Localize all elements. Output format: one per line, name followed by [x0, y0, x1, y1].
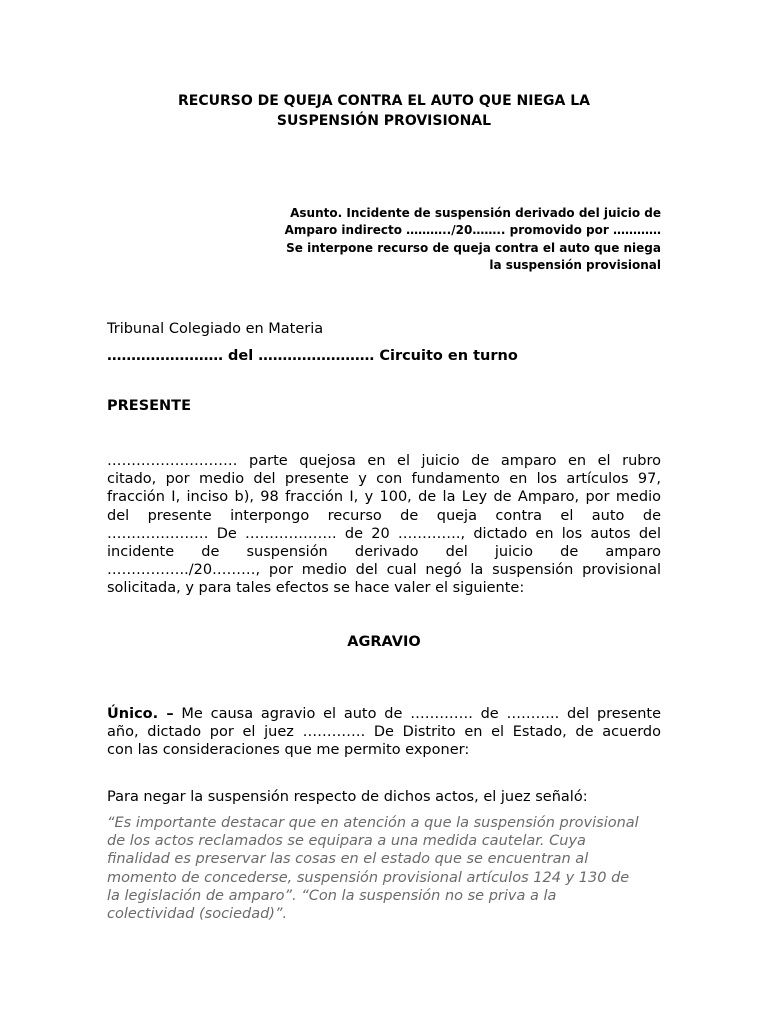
unico-first-line-text: Me causa agravio el auto de …………. de ……….. del presente: [173, 706, 662, 722]
asunto-line: Asunto. Incidente de suspensión derivado del juicio de: [290, 206, 661, 220]
document-title: [107, 91, 661, 131]
unico-line: con las consideraciones que me permito exponer:: [107, 742, 470, 759]
body-line: citado, por medio del presente y con fundamento en los artículos 97,: [107, 471, 661, 488]
unico-line: año, dictado por el juez …………. De Distrito en el Estado, de acuerdo: [107, 724, 661, 741]
lead-sentence: Para negar la suspensión respecto de dichos actos, el juez señaló:: [107, 789, 588, 805]
body-line: del presente interpongo recurso de queja contra el auto de: [107, 507, 661, 524]
addressee-line-1: Tribunal Colegiado en Materia: [107, 321, 324, 337]
unico-first-line: [107, 705, 661, 723]
asunto-line: Se interpone recurso de queja contra el auto que niega: [286, 240, 661, 255]
body-line: solicitada, y para tales efectos se hace valer el siguiente:: [107, 580, 525, 597]
body-line: incidente de suspensión derivado del juicio de amparo: [107, 544, 661, 561]
body-line: fracción I, inciso b), 98 fracción I, y 100, de la Ley de Amparo, por medio: [107, 489, 661, 506]
quote-line: colectividad (sociedad)”.: [107, 906, 288, 923]
asunto-block: [250, 205, 661, 274]
presente-heading: PRESENTE: [107, 398, 191, 414]
addressee-block: [107, 316, 661, 369]
body-line: ……………../20………, por medio del cual negó la suspensión provisional: [107, 562, 661, 579]
title-line: RECURSO DE QUEJA CONTRA EL AUTO QUE NIEGA LA: [178, 93, 590, 109]
agravio-heading: AGRAVIO: [347, 634, 421, 650]
unico-paragraph: [107, 705, 661, 760]
asunto-line: la suspensión provisional: [489, 257, 661, 272]
quote-line: finalidad es preservar las cosas en el estado que se encuentran al: [107, 851, 589, 868]
quote-line: la legislación de amparo”. “Con la suspensión no se priva a la: [107, 887, 557, 904]
body-line: ………………… De ………………. de 20 …………., dictado en los autos del: [107, 525, 661, 542]
asunto-line: Amparo indirecto ………../20…….. promovido por …………: [284, 223, 661, 238]
quote-line: “Es importante destacar que en atención a que la suspensión provisional: [107, 815, 639, 831]
title-line: SUSPENSIÓN PROVISIONAL: [276, 113, 492, 129]
body-line: ……………………… parte quejosa en el juicio de amparo en el rubro: [107, 453, 661, 469]
addressee-line-2: …………………… del …………………… Circuito en turno: [107, 347, 518, 364]
body-paragraph: [107, 452, 661, 598]
unico-label: Único. –: [107, 706, 174, 722]
quote-line: momento de concederse, suspensión provisional artículos 124 y 130 de: [107, 869, 630, 886]
judge-quote: [107, 814, 667, 923]
quote-line: de los actos reclamados se equipara a una medida cautelar. Cuya: [107, 833, 586, 850]
